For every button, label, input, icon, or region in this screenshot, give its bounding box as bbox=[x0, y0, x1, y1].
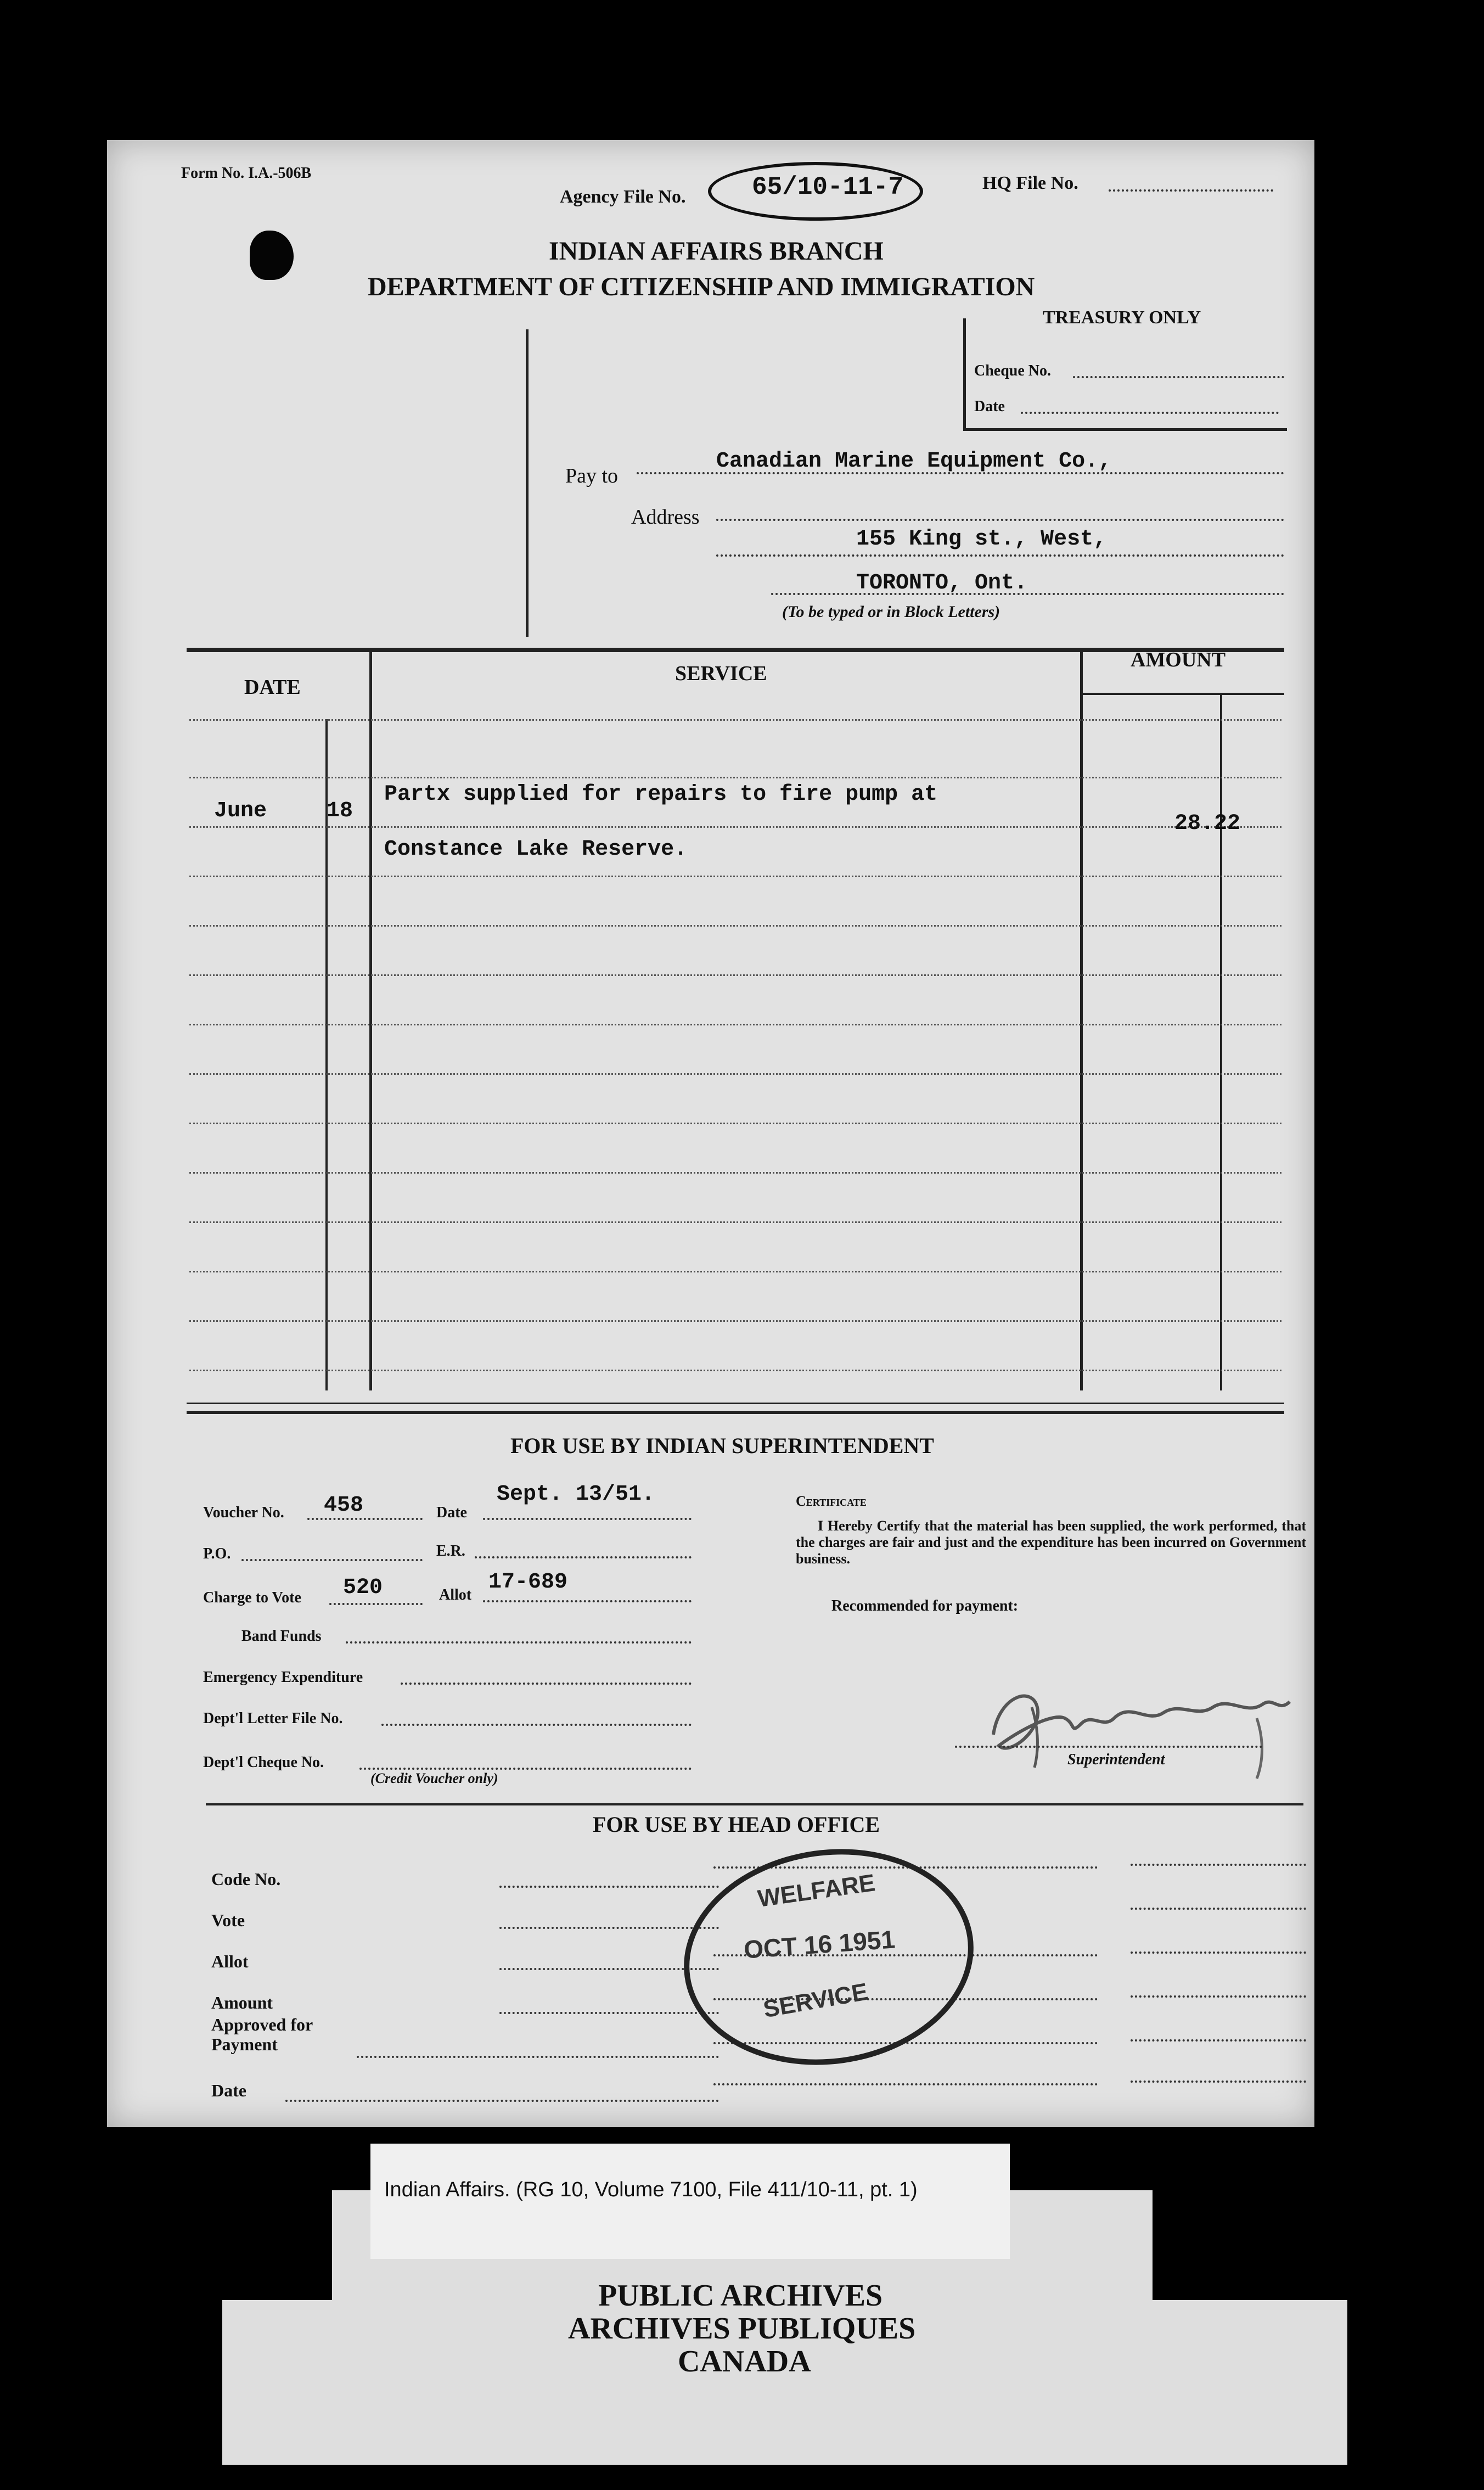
ho-line bbox=[1131, 1908, 1306, 1910]
stamp-top-text: WELFARE bbox=[756, 1869, 877, 1913]
allot-line bbox=[483, 1600, 692, 1602]
amount-value: 28.22 bbox=[1174, 811, 1241, 836]
ledger-line bbox=[189, 1172, 1281, 1174]
table-bottom-rule-a bbox=[187, 1403, 1284, 1404]
ho-date-label: Date bbox=[211, 2080, 246, 2100]
ho-line bbox=[1131, 1995, 1306, 1998]
label-card-notch-right bbox=[1153, 2190, 1347, 2300]
ledger-line bbox=[189, 1221, 1281, 1223]
cheque-no-label: Cheque No. bbox=[974, 362, 1052, 379]
cents-column-rule bbox=[1220, 694, 1222, 1390]
head-office-rule bbox=[206, 1803, 1303, 1805]
signature-line bbox=[955, 1746, 1262, 1748]
po-line bbox=[241, 1559, 423, 1561]
treasury-date-label: Date bbox=[974, 398, 1005, 415]
dept-cheque-line bbox=[359, 1768, 692, 1770]
block-letters-note: (To be typed or in Block Letters) bbox=[782, 603, 1000, 621]
certificate-text: I Hereby Certify that the material has been supplied, the work performed, that the charges are fair and just and the expenditure has been incurred on Government business. bbox=[796, 1518, 1306, 1567]
department-title: DEPARTMENT OF CITIZENSHIP AND IMMIGRATION bbox=[368, 272, 1035, 301]
ho-line bbox=[285, 2100, 719, 2102]
treasury-title: TREASURY ONLY bbox=[1043, 307, 1201, 328]
superintendent-heading: FOR USE BY INDIAN SUPERINTENDENT bbox=[510, 1433, 934, 1458]
band-funds-label: Band Funds bbox=[241, 1628, 322, 1645]
service-line-1: Partx supplied for repairs to fire pump at bbox=[384, 782, 938, 807]
archive-line-3: CANADA bbox=[678, 2345, 811, 2379]
ledger-line bbox=[189, 876, 1281, 877]
service-line-2: Constance Lake Reserve. bbox=[384, 837, 688, 862]
voucher-date-value: Sept. 13/51. bbox=[497, 1482, 655, 1507]
address-line-b bbox=[716, 554, 1284, 557]
agency-file-label: Agency File No. bbox=[560, 187, 686, 207]
recommended-label: Recommended for payment: bbox=[831, 1597, 1019, 1614]
stamp-date-text: OCT 16 1951 bbox=[743, 1925, 896, 1964]
archive-reference: Indian Affairs. (RG 10, Volume 7100, File 411/10-11, pt. 1) bbox=[384, 2178, 918, 2201]
charge-to-vote-label: Charge to Vote bbox=[203, 1589, 301, 1606]
date-column-header: DATE bbox=[244, 676, 301, 699]
superintendent-signature bbox=[949, 1663, 1306, 1790]
approved-label: Approved for Payment bbox=[211, 2015, 313, 2054]
emergency-line bbox=[401, 1683, 692, 1685]
form-number: Form No. I.A.-506B bbox=[181, 165, 312, 182]
ledger-line bbox=[189, 925, 1281, 927]
hq-file-line bbox=[1109, 189, 1273, 192]
voucher-date-label: Date bbox=[436, 1504, 467, 1521]
date-column-rule bbox=[369, 652, 372, 1390]
archive-line-2: ARCHIVES PUBLIQUES bbox=[568, 2312, 916, 2346]
amount-column-header: AMOUNT bbox=[1131, 648, 1226, 671]
ledger-line bbox=[189, 1073, 1281, 1075]
charge-to-vote-line bbox=[329, 1603, 423, 1605]
pay-to-value: Canadian Marine Equipment Co., bbox=[716, 449, 1112, 474]
agency-file-value: 65/10-11-7 bbox=[752, 173, 904, 201]
head-office-heading: FOR USE BY HEAD OFFICE bbox=[593, 1812, 880, 1837]
ledger-line bbox=[189, 719, 1281, 721]
charge-to-vote-value: 520 bbox=[343, 1575, 383, 1600]
ho-line bbox=[1131, 2039, 1306, 2042]
cheque-no-line bbox=[1073, 376, 1284, 378]
address-line-c bbox=[771, 593, 1284, 595]
voucher-no-label: Voucher No. bbox=[203, 1504, 284, 1521]
band-funds-line bbox=[346, 1641, 692, 1644]
ledger-line bbox=[189, 777, 1281, 778]
voucher-date-line bbox=[483, 1518, 692, 1520]
payee-divider bbox=[526, 329, 529, 637]
ho-line bbox=[357, 2056, 719, 2058]
code-no-label: Code No. bbox=[211, 1869, 281, 1889]
ho-line bbox=[499, 1886, 719, 1888]
superintendent-role-label: Superintendent bbox=[1067, 1751, 1165, 1768]
branch-title: INDIAN AFFAIRS BRANCH bbox=[549, 237, 884, 266]
er-line bbox=[475, 1556, 692, 1558]
ledger-line bbox=[189, 1024, 1281, 1025]
table-bottom-rule-b bbox=[187, 1411, 1284, 1414]
amount-header-rule bbox=[1080, 693, 1284, 695]
ledger-line bbox=[189, 1271, 1281, 1272]
emergency-label: Emergency Expenditure bbox=[203, 1669, 363, 1686]
table-top-rule bbox=[187, 648, 1284, 652]
ho-line bbox=[499, 2012, 719, 2014]
letter-file-line bbox=[381, 1724, 692, 1726]
ledger-line bbox=[189, 1370, 1281, 1371]
hq-file-label: HQ File No. bbox=[982, 173, 1078, 193]
ho-line bbox=[499, 1927, 719, 1929]
voucher-no-line bbox=[307, 1518, 423, 1520]
amount-column-rule bbox=[1080, 652, 1083, 1390]
label-card-notch-left bbox=[222, 2190, 332, 2300]
dept-cheque-label: Dept'l Cheque No. bbox=[203, 1754, 324, 1771]
entry-month: June bbox=[214, 799, 267, 823]
ho-line bbox=[1131, 2080, 1306, 2083]
archive-line-1: PUBLIC ARCHIVES bbox=[598, 2279, 883, 2313]
er-label: E.R. bbox=[436, 1543, 465, 1560]
allot-label: Allot bbox=[439, 1586, 472, 1603]
service-column-header: SERVICE bbox=[675, 662, 767, 685]
address-line2: TORONTO, Ont. bbox=[856, 571, 1028, 596]
ho-allot-label: Allot bbox=[211, 1951, 249, 1971]
ho-line bbox=[1131, 1864, 1306, 1866]
ho-line bbox=[1131, 1951, 1306, 1954]
po-label: P.O. bbox=[203, 1545, 231, 1562]
allot-value: 17-689 bbox=[488, 1570, 568, 1595]
vote-label: Vote bbox=[211, 1910, 245, 1930]
ink-blot bbox=[250, 231, 294, 280]
ledger-line bbox=[189, 974, 1281, 976]
stamp-bottom-text: SERVICE bbox=[761, 1978, 870, 2023]
address-line-a bbox=[716, 519, 1284, 521]
ho-amount-label: Amount bbox=[211, 1993, 273, 2012]
address-line1: 155 King st., West, bbox=[856, 527, 1107, 552]
ledger-line bbox=[189, 1320, 1281, 1322]
credit-voucher-note: (Credit Voucher only) bbox=[370, 1770, 498, 1786]
voucher-no-value: 458 bbox=[324, 1493, 364, 1518]
letter-file-label: Dept'l Letter File No. bbox=[203, 1710, 343, 1727]
pay-to-label: Pay to bbox=[565, 464, 619, 487]
ledger-line bbox=[189, 1123, 1281, 1124]
certificate-title: Certificate bbox=[796, 1493, 867, 1509]
entry-day: 18 bbox=[327, 799, 353, 823]
treasury-date-line bbox=[1021, 412, 1279, 414]
address-label: Address bbox=[631, 506, 700, 529]
ledger-line bbox=[189, 826, 1281, 828]
ho-line bbox=[713, 2083, 1098, 2085]
